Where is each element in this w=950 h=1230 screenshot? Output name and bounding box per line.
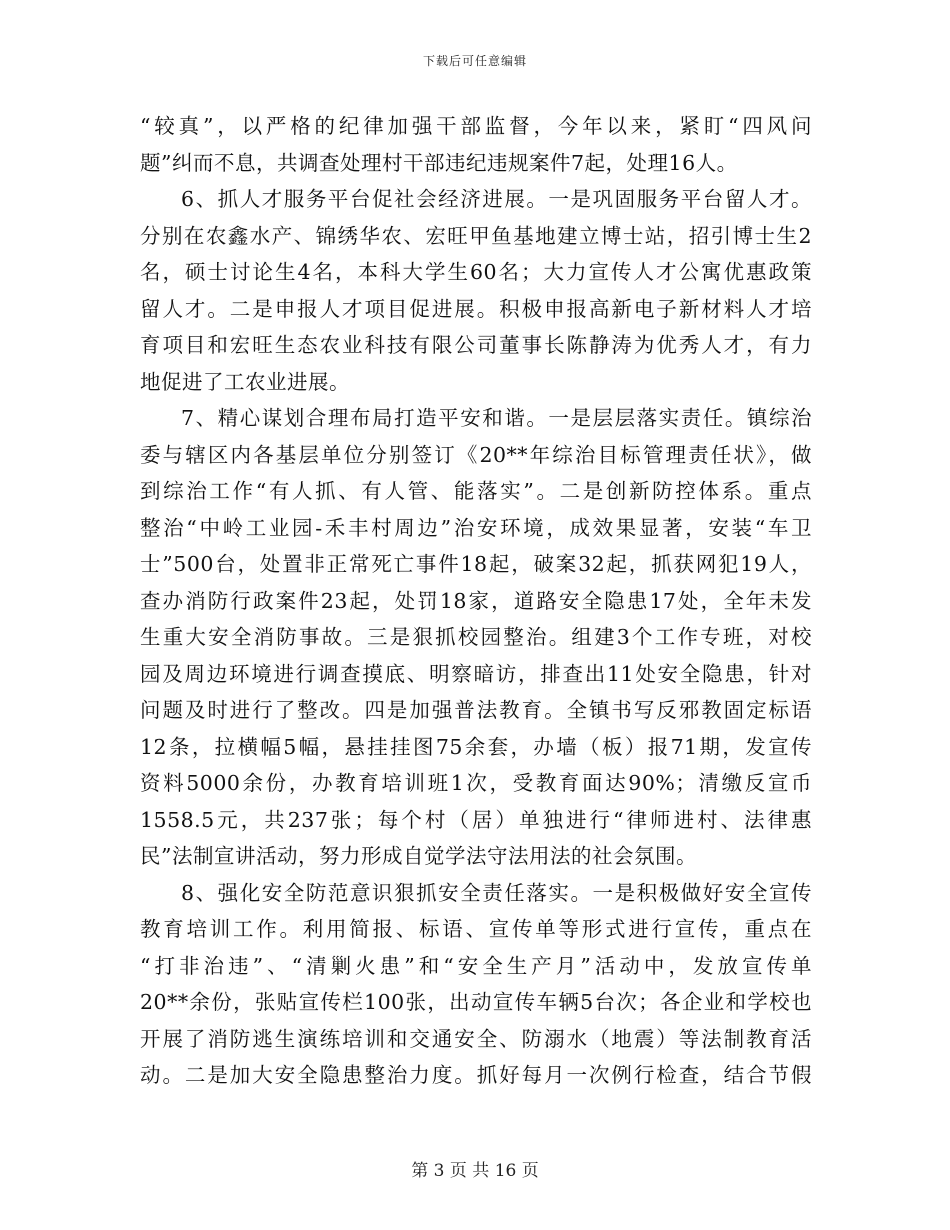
text-line: “较真”，以严格的纪律加强干部监督，今年以来，紧盯“四风问 <box>140 114 812 138</box>
text-line: 12条，拉横幅5幅，悬挂挂图75余套，办墙（板）报71期，发宣传 <box>140 734 812 759</box>
text-line: 育项目和宏旺生态农业科技有限公司董事长陈静涛为优秀人才，有力 <box>140 333 812 357</box>
text-line: 20**余份，张贴宣传栏100张，出动宣传车辆5台次；各企业和学校也 <box>140 990 812 1014</box>
text-line: 生重大安全消防事故。三是狠抓校园整治。组建3个工作专班，对校 <box>140 625 812 649</box>
page-number: 第 3 页 共 16 页 <box>411 1161 539 1181</box>
text-line: 民”法制宣讲活动，努力形成自觉学法守法用法的社会氛围。 <box>140 844 697 868</box>
text-line: 整治“中岭工业园-禾丰村周边”治安环境，成效果显著，安装“车卫 <box>140 515 812 540</box>
text-line: 7、精心谋划合理布局打造平安和谐。一是层层落实责任。镇综治 <box>181 406 812 430</box>
text-line: 地促进了工农业进展。 <box>140 369 350 394</box>
text-line: 委与辖区内各基层单位分别签订《20**年综治目标管理责任状》，做 <box>140 442 812 467</box>
text-line: 园及周边环境进行调查摸底、明察暗访，排查出11处安全隐患，针对 <box>140 661 812 686</box>
text-line: “打非治违”、“清剿火患”和“安全生产月”活动中，发放宣传单 <box>140 953 812 978</box>
text-line: 8、强化安全防范意识狠抓安全责任落实。一是积极做好安全宣传 <box>181 880 812 905</box>
text-line: 问题及时进行了整改。四是加强普法教育。全镇书写反邪教固定标语 <box>140 698 812 722</box>
text-line: 6、抓人才服务平台促社会经济进展。一是巩固服务平台留人才。 <box>181 187 812 211</box>
page-header: 下载后可任意编辑 <box>422 54 527 68</box>
text-line: 教育培训工作。利用简报、标语、宣传单等形式进行宣传，重点在 <box>140 917 812 941</box>
document-body <box>140 108 812 1094</box>
text-line: 到综治工作“有人抓、有人管、能落实”。二是创新防控体系。重点 <box>140 479 812 503</box>
text-line: 资料5000余份，办教育培训班1次，受教育面达90%；清缴反宣币 <box>140 771 812 795</box>
text-line: 查办消防行政案件23起，处罚18家，道路安全隐患17处，全年未发 <box>140 588 812 613</box>
text-line: 开展了消防逃生演练培训和交通安全、防溺水（地震）等法制教育活 <box>140 1026 812 1051</box>
text-line: 动。二是加大安全隐患整治力度。抓好每月一次例行检查，结合节假 <box>140 1063 812 1087</box>
text-line: 分别在农鑫水产、锦绣华农、宏旺甲鱼基地建立博士站，招引博士生2 <box>140 223 812 248</box>
text-line: 留人才。二是申报人才项目促进展。积极申报高新电子新材料人才培 <box>140 296 812 321</box>
text-line: 士”500台，处置非正常死亡事件18起，破案32起，抓获网犯19人， <box>140 552 812 576</box>
text-line: 名，硕士讨论生4名，本科大学生60名；大力宣传人才公寓优惠政策 <box>140 260 812 284</box>
text-line: 1558.5元，共237张；每个村（居）单独进行“律师进村、法律惠 <box>140 807 812 832</box>
text-line: 题”纠而不息，共调查处理村干部违纪违规案件7起，处理16人。 <box>140 150 738 175</box>
